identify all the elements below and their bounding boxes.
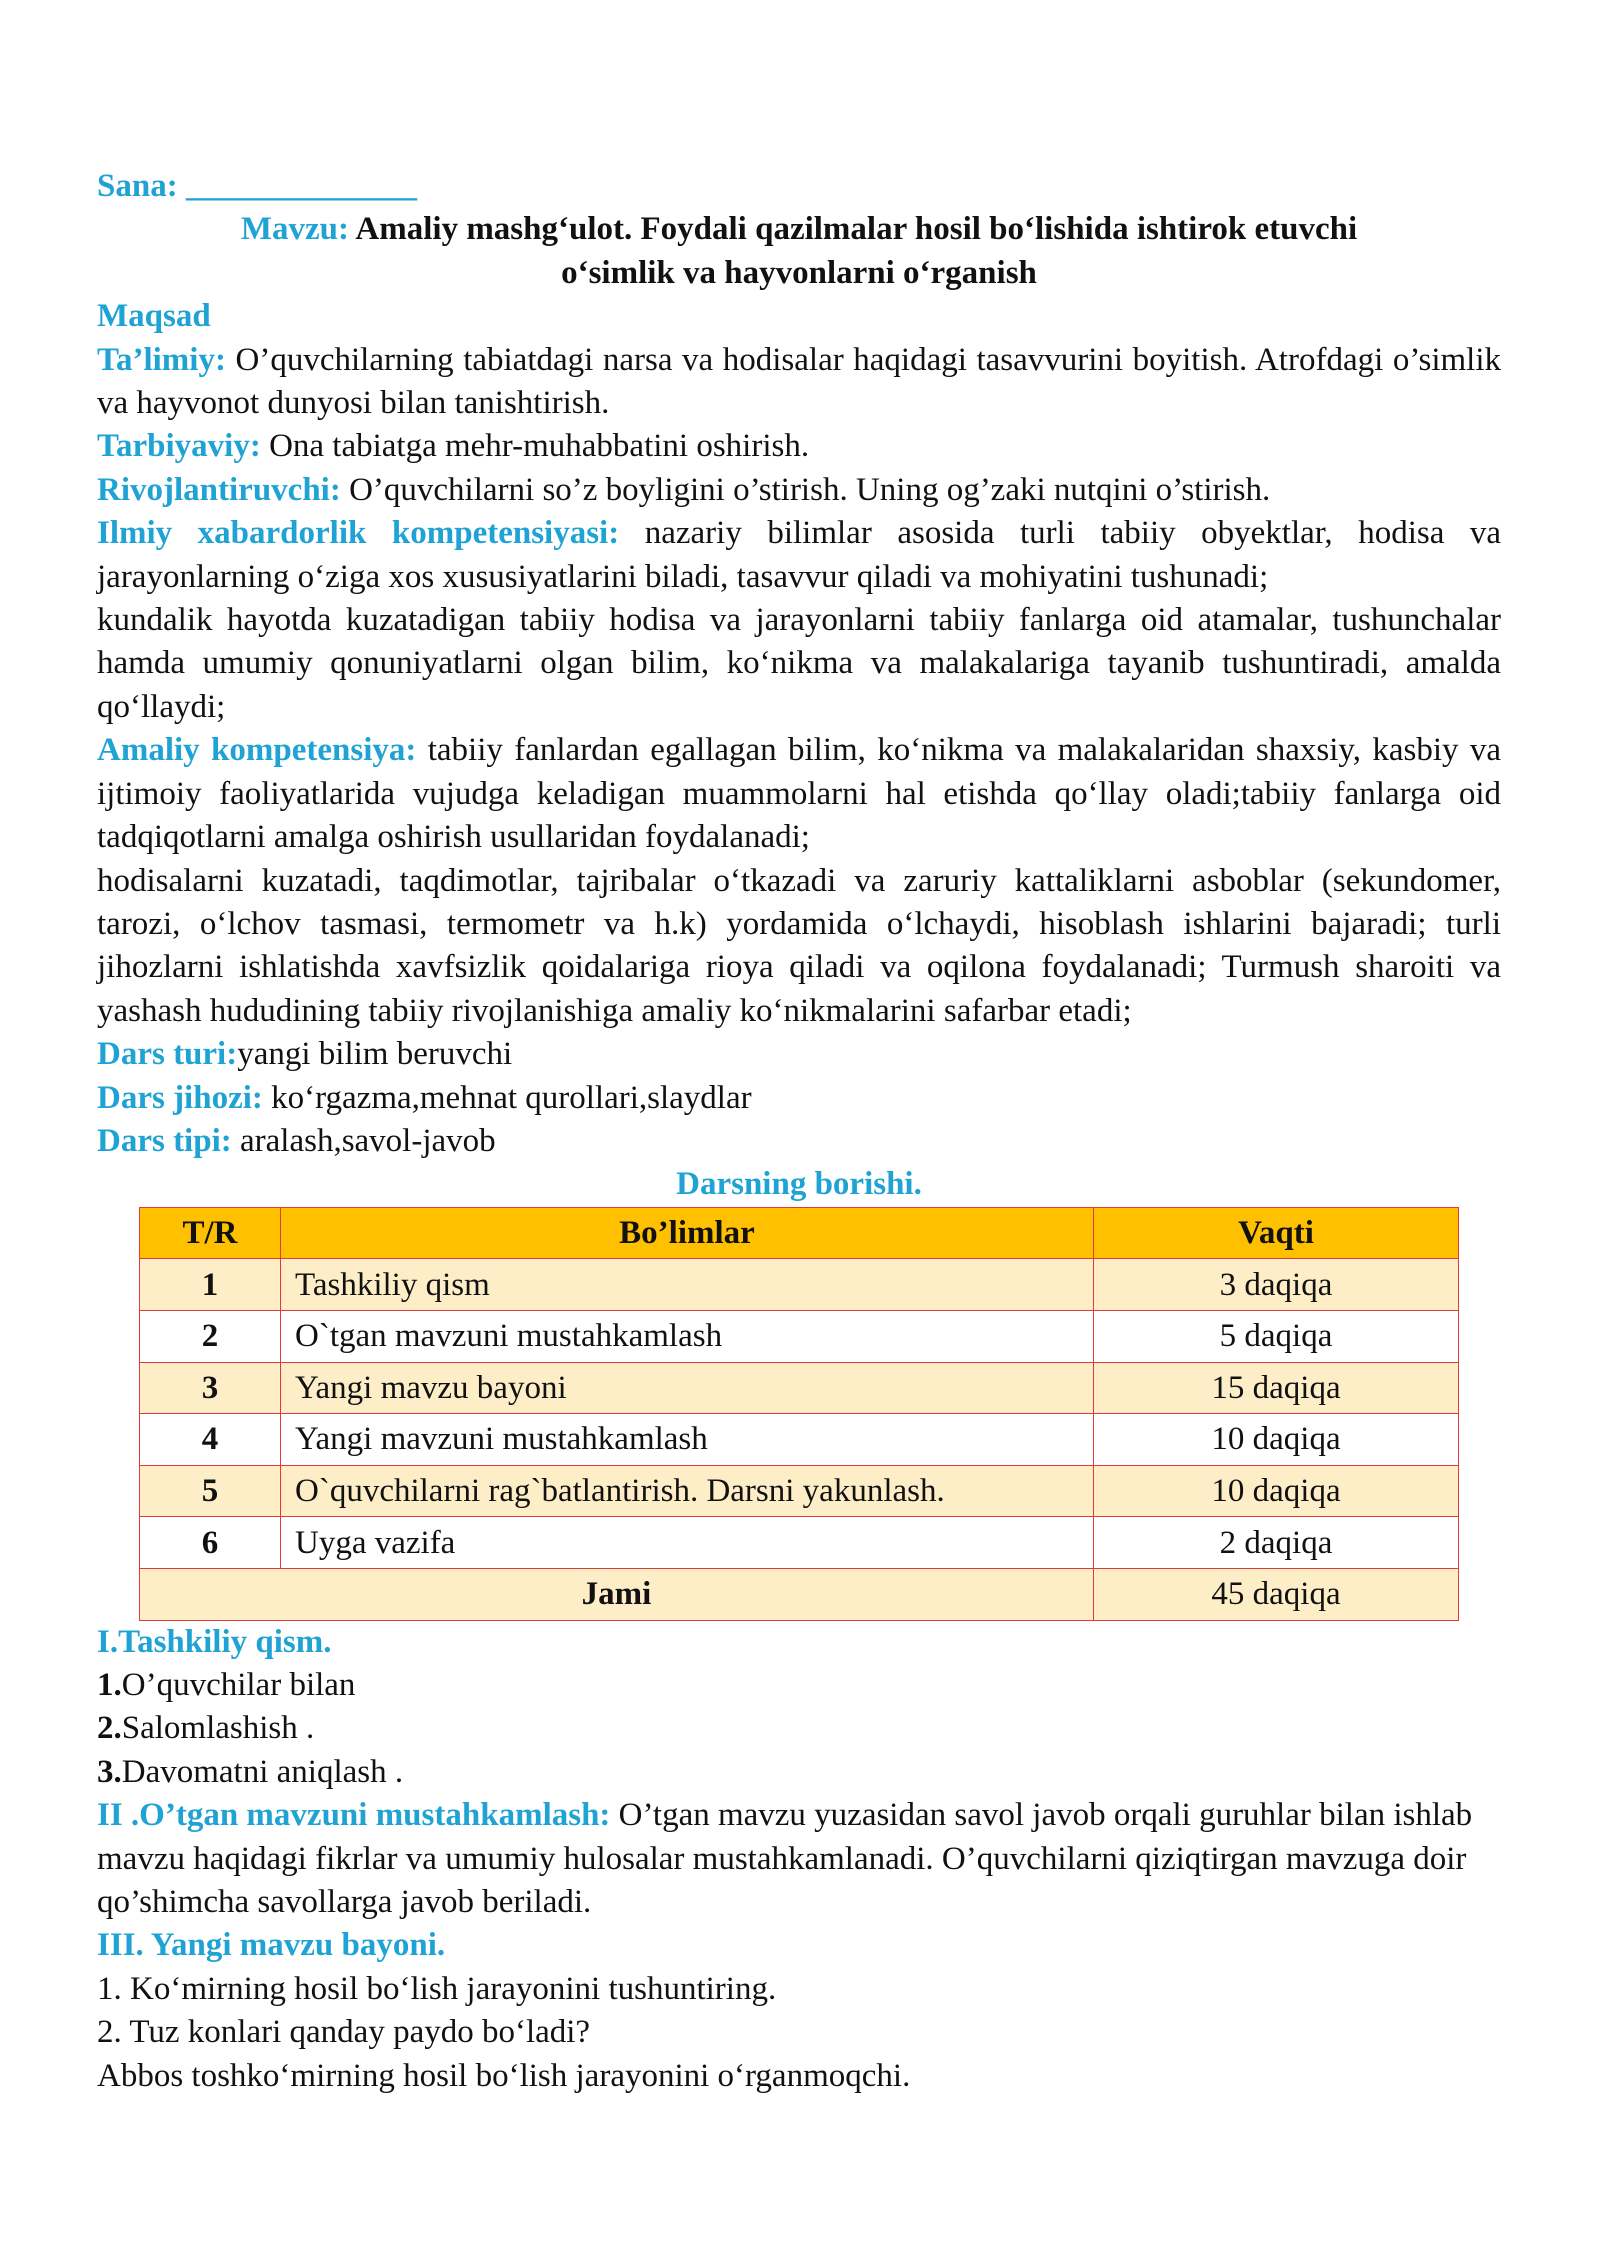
part2-text: O’tgan mavzu yuzasidan savol javob orqali guruhlar bilan ishlab mavzu haqidagi fikrlar va umumiy hulosalar mustahkamlanadi. O’quvchilarni qiziqtirgan mavzuga doir qo’shimcha savollarga javob beriladi. [97,1797,1473,1920]
document-page [97,165,1501,2098]
dars-jihozi-line [97,1077,1501,1120]
table-row [140,1362,1459,1414]
rivojlantiruvchi-paragraph [97,469,1501,512]
plan-title: Darsning borishi. [676,1166,922,1203]
topic-text-1: Amaliy mashg‘ulot. Foydali qazilmalar hosil bo‘lishida ishtirok etuvchi [355,211,1358,248]
topic-line-1 [97,208,1501,251]
row-time: 10 daqiqa [1094,1465,1459,1517]
amaliy-label: Amaliy kompetensiya: [97,732,417,769]
topic-line-2: o‘simlik va hayvonlarni o‘rganish [561,254,1037,291]
dars-turi-line [97,1033,1501,1076]
item-number: 1. [97,1666,122,1703]
row-section: O`quvchilarni rag`batlantirish. Darsni yakunlash. [281,1465,1094,1517]
date-label: Sana: [97,168,178,204]
row-number: 1 [140,1259,281,1311]
header-tr: T/R [140,1207,281,1259]
amaliy-paragraph-2: hodisalarni kuzatadi, taqdimotlar, tajribalar o‘tkazadi va zaruriy kattaliklarni asboblar (sekundomer, tarozi, o‘lchov tasmasi, termometr va h.k) yordamida o‘lchaydi, hisoblash ishlarini bajaradi; turli jihozlarni ishlatishda xavfsizlik qoidalariga rioya qiladi va oqilona foydalanadi; Turmush sharoiti va yashash hududining tabiiy rivojlanishiga amaliy ko‘nikmalarini safarbar etadi; [97,862,1501,1029]
row-number: 6 [140,1517,281,1569]
table-row [140,1310,1459,1362]
item-text: Salomlashish . [121,1710,315,1747]
question-1: 1. Ko‘mirning hosil bo‘lish jarayonini tushuntiring. [97,1970,777,2007]
table-row [140,1465,1459,1517]
goals-title: Maqsad [97,298,211,335]
row-section: Tashkiliy qism [281,1259,1094,1311]
amaliy-text-1: tabiiy fanlardan egallagan bilim, ko‘nikma va malakalaridan shaxsiy, kasbiy va ijtimoiy faoliyatlarida vujudga keladigan muammolarni hal etishda qo‘llay oladi;tabiiy fanlarga oid tadqiqotlarni amalga oshirish usullaridan foydalanadi; [97,732,1502,856]
ilmiy-paragraph-2: kundalik hayotda kuzatadigan tabiiy hodisa va jarayonlarni tabiiy fanlarga oid atamalar, tushunchalar hamda umumiy qonuniyatlarni olgan bilim, ko‘nikma va malakalariga tayanib tushuntiradi, amalda qo‘llaydi; [97,602,1501,725]
header-time: Vaqti [1094,1207,1459,1259]
row-number: 4 [140,1414,281,1466]
row-time: 5 daqiqa [1094,1310,1459,1362]
part2-title: II .O’tgan mavzuni mustahkamlash: [97,1797,611,1834]
row-number: 5 [140,1465,281,1517]
row-time: 3 daqiqa [1094,1259,1459,1311]
date-line [97,165,1501,208]
dars-tipi-text: aralash,savol-javob [240,1122,496,1159]
item-number: 3. [97,1753,122,1790]
table-total-row [140,1568,1459,1620]
dars-turi-text: yangi bilim beruvchi [237,1036,513,1073]
dars-turi-label: Dars turi: [97,1036,238,1073]
list-item [97,1664,1501,1707]
table-row [140,1259,1459,1311]
dars-tipi-line [97,1120,1501,1163]
total-time: 45 daqiqa [1094,1568,1459,1620]
item-text: O’quvchilar bilan [121,1666,356,1703]
table-row [140,1517,1459,1569]
part1-title: I.Tashkiliy qism. [97,1623,332,1660]
table-header-row [140,1207,1459,1259]
part3-title: III. Yangi mavzu bayoni. [97,1927,446,1964]
row-number: 3 [140,1362,281,1414]
row-time: 2 daqiqa [1094,1517,1459,1569]
row-time: 15 daqiqa [1094,1362,1459,1414]
talimiy-text: O’quvchilarning tabiatdagi narsa va hodisalar haqidagi tasavvurini boyitish. Atrofdagi o’simlik va hayvonot dunyosi bilan tanishtirish. [97,341,1501,422]
item-text: Davomatni aniqlash . [121,1753,404,1790]
ilmiy-label: Ilmiy xabardorlik kompetensiyasi: [97,515,620,552]
part2-paragraph [97,1794,1501,1924]
closing-line: Abbos toshko‘mirning hosil bo‘lish jarayonini o‘rganmoqchi. [97,2057,911,2094]
row-section: O`tgan mavzuni mustahkamlash [281,1310,1094,1362]
row-section: Uyga vazifa [281,1517,1094,1569]
table-row [140,1414,1459,1466]
header-sections: Bo’limlar [281,1207,1094,1259]
talimiy-paragraph [97,339,1501,426]
row-time: 10 daqiqa [1094,1414,1459,1466]
item-number: 2. [97,1710,122,1747]
talimiy-label: Ta’limiy: [97,341,226,378]
question-2: 2. Tuz konlari qanday paydo bo‘ladi? [97,2014,591,2051]
ilmiy-text-1: nazariy bilimlar asosida turli tabiiy obyektlar, hodisa va jarayonlarning o‘ziga xos xususiyatlarini biladi, tasavvur qiladi va mohiyatini tushunadi; [97,515,1502,595]
list-item [97,1751,1501,1794]
row-section: Yangi mavzuni mustahkamlash [281,1414,1094,1466]
row-number: 2 [140,1310,281,1362]
lesson-plan-table [139,1207,1459,1621]
tarbiyaviy-label: Tarbiyaviy: [97,428,261,465]
date-blank: ______________ [185,168,417,204]
row-section: Yangi mavzu bayoni [281,1362,1094,1414]
list-item [97,1707,1501,1750]
ilmiy-paragraph [97,512,1501,599]
rivojlantiruvchi-text: O’quvchilarni so’z boyligini o’stirish. Uning og’zaki nutqini o’stirish. [349,471,1271,508]
dars-jihozi-text: ko‘rgazma,mehnat qurollari,slaydlar [271,1079,752,1116]
dars-jihozi-label: Dars jihozi: [97,1079,263,1116]
total-label: Jami [140,1568,1094,1620]
rivojlantiruvchi-label: Rivojlantiruvchi: [97,471,341,508]
tarbiyaviy-text: Ona tabiatga mehr-muhabbatini oshirish. [269,428,810,465]
dars-tipi-label: Dars tipi: [97,1122,232,1159]
amaliy-paragraph [97,729,1501,859]
tarbiyaviy-paragraph [97,425,1501,468]
topic-label: Mavzu: [240,211,349,248]
